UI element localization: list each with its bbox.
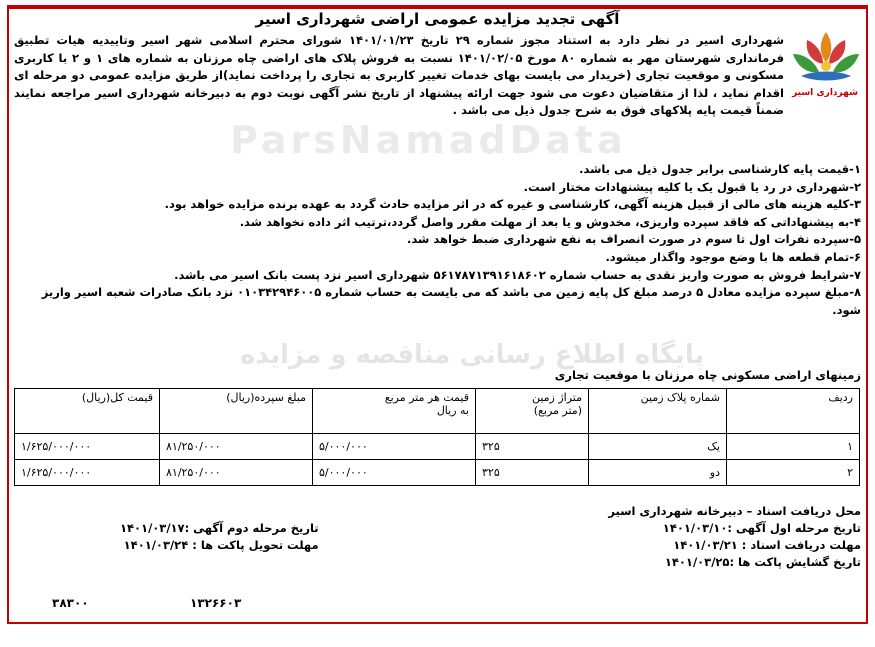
- condition-item: ۱-قیمت پایه کارشناسی برابر جدول ذیل می باشد.: [579, 162, 861, 176]
- cell-row-number: ۲: [727, 460, 860, 486]
- condition-item: ۵-سپرده نفرات اول تا سوم در صورت انصراف به نفع شهرداری ضبط خواهد شد.: [407, 232, 861, 247]
- col-price-per-meter: قیمت هر متر مربع به ریال: [313, 389, 476, 434]
- table-row: [15, 434, 860, 460]
- table-row: [15, 460, 860, 486]
- watermark: ParsNamadData: [230, 118, 627, 162]
- cell-price-per-meter: ۵/۰۰۰/۰۰۰: [313, 460, 476, 486]
- condition-item: ۴-به پیشنهاداتی که فاقد سپرده واریزی، مخدوش و یا بعد از مهلت مقرر واصل گردد،ترتیب اثر داده نخواهد شد.: [239, 214, 861, 229]
- footer-right: [608, 503, 861, 571]
- condition-item: ۳-کلیه هزینه های مالی از قبیل هزینه آگهی، کارشناسی و غیره که در اثر مزایده حادث گردد به عهده برنده مزایده خواهد بود.: [164, 197, 861, 212]
- cell-total: ۱/۶۲۵/۰۰۰/۰۰۰: [15, 434, 160, 460]
- top-border: [7, 0, 868, 7]
- logo-text: شهرداری اسیر: [792, 88, 858, 98]
- col-total-price: قیمت کل(ریال): [15, 389, 160, 434]
- table-header-row: [15, 389, 860, 434]
- opening-date: تاریخ گشایش پاکت ها :۱۴۰۱/۰۳/۲۵: [664, 555, 861, 569]
- code-left: ۳۸۳۰۰: [52, 596, 89, 610]
- intro-paragraph: [14, 32, 784, 120]
- footer-left: [120, 520, 319, 554]
- cell-area: ۳۲۵: [476, 434, 589, 460]
- second-ad-date: تاریخ مرحله دوم آگهی :۱۴۰۱/۰۳/۱۷: [120, 521, 319, 535]
- ad-title: آگهی تجدید مزایده عمومی اراضی شهرداری اسیر: [255, 10, 620, 28]
- cell-row-number: ۱: [727, 434, 860, 460]
- condition-item: ۸-مبلغ سپرده مزایده معادل ۵ درصد مبلغ کل پایه زمین می باشد که می بایست به حساب شماره ۰۱۰۳۴۲۹۴۶۰۰۵ نزد بانک صادرات شعبه اسیر واریز شود.: [41, 285, 861, 317]
- table-caption: زمینهای اراضی مسکونی چاه مرزنان با موقعیت تجاری: [554, 368, 861, 382]
- intro-text: شهرداری اسیر در نظر دارد به استناد مجوز شماره ۲۹ تاریخ ۱۴۰۱/۰۱/۲۳ شورای محترم اسلامی شهر اسیر وتاییدیه هیات تطبیق فرمانداری شهرستان مهر به شماره ۸۰ مورخ ۱۴۰۱/۰۲/۰۵ نسبت به فروش پلاک های اراضی چاه مرزنان به شماره های ۱ و ۲ با کاربری مسکونی و موقعیت تجاری (خریدار می بایست بهای خدمات تغییر کاربری به تجاری را پرداخت نماید)از طریق مزایده عمومی دو مرحله ای اقدام نماید ، لذا از متقاضیان دعوت می شود جهت ارائه پیشنهاد از تاریخ نشر آگهی نوبت دوم به دبیرخانه شهرداری اسیر مراجعه نمایند ضمناً قیمت پایه پلاکهای فوق به شرح جدول ذیل می باشد .: [14, 33, 785, 118]
- conditions-list: [14, 161, 861, 319]
- document-deadline: مهلت دریافت اسناد : ۱۴۰۱/۰۳/۲۱: [673, 538, 861, 552]
- municipality-logo-icon: [787, 28, 865, 86]
- documents-place: محل دریافت اسناد – دبیرخانه شهرداری اسیر: [608, 504, 861, 518]
- col-row-number: ردیف: [727, 389, 860, 434]
- cell-plate: یک: [589, 434, 727, 460]
- cell-area: ۳۲۵: [476, 460, 589, 486]
- condition-item: ۷-شرایط فروش به صورت واریز نقدی به حساب شماره ۵۶۱۷۸۷۱۳۹۱۶۱۸۶۰۲ شهرداری اسیر نزد پست بانک اسیر می باشد.: [174, 267, 861, 282]
- first-ad-date: تاریخ مرحله اول آگهی :۱۴۰۱/۰۳/۱۰: [662, 521, 861, 535]
- watermark-fa: پایگاه اطلاع رسانی مناقصه و مزایده: [240, 340, 705, 370]
- code-right: ۱۳۲۶۶۰۳: [190, 596, 242, 610]
- col-area: متراژ زمین (متر مربع): [476, 389, 589, 434]
- packet-deadline: مهلت تحویل پاکت ها : ۱۴۰۱/۰۳/۲۴: [123, 538, 319, 552]
- cell-deposit: ۸۱/۲۵۰/۰۰۰: [160, 434, 313, 460]
- cell-plate: دو: [589, 460, 727, 486]
- col-deposit: مبلغ سپرده(ریال): [160, 389, 313, 434]
- cell-deposit: ۸۱/۲۵۰/۰۰۰: [160, 460, 313, 486]
- land-table: [14, 388, 860, 486]
- condition-item: ۶-تمام قطعه ها با وضع موجود واگذار میشود.: [605, 249, 861, 264]
- cell-price-per-meter: ۵/۰۰۰/۰۰۰: [313, 434, 476, 460]
- cell-total: ۱/۶۲۵/۰۰۰/۰۰۰: [15, 460, 160, 486]
- condition-item: ۲-شهرداری در رد یا قبول یک یا کلیه پیشنهادات مختار است.: [523, 179, 861, 194]
- col-plate-number: شماره پلاک زمین: [589, 389, 727, 434]
